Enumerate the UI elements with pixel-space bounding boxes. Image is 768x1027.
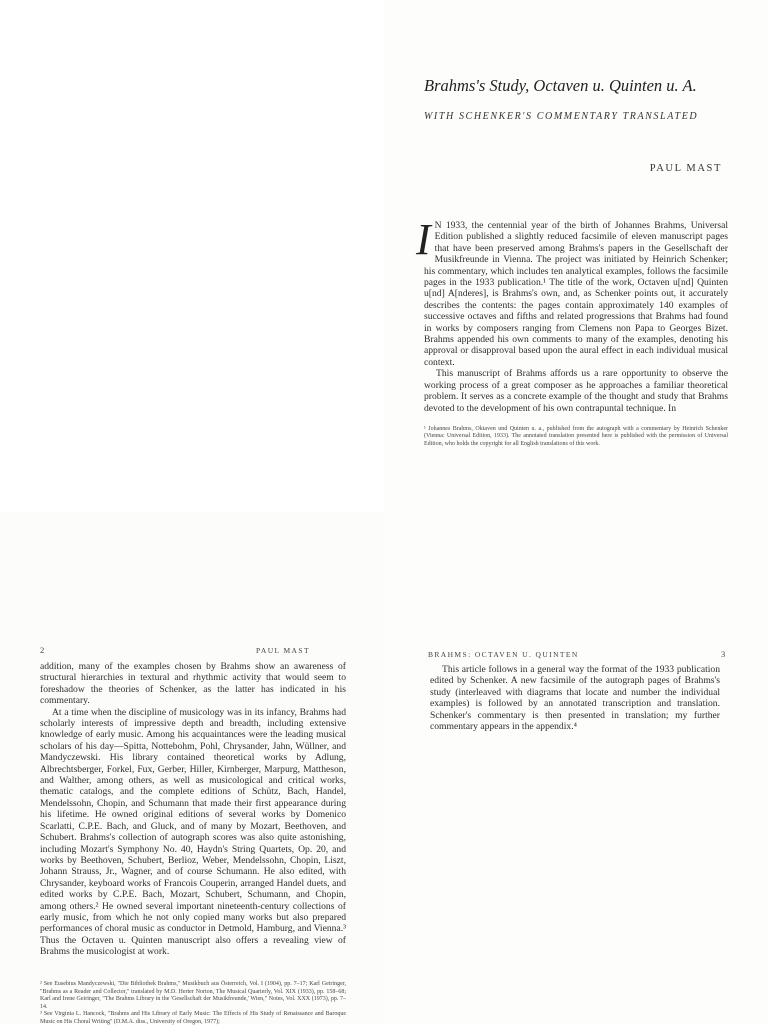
footnote-2: ² See Eusebius Mandyczewski, "Die Bibliothek Brahms," Musikbuch aus Österreich, Vol. I (1904), pp. 7–17; Karl Geiringer, "Brahms as a Reader and Collector," translated by M.D. Herter Norton, The Musical Quarterly, Vol. XIX (1933), pp. 158–68; Karl and Irene Geiringer, "The Brahms Library in the 'Gesellschaft der Musikfreunde,' Wien," Notes, Vol. XXX (1973), pp. 7–14. — [40, 981, 346, 1010]
intro-text — [416, 215, 728, 414]
intro-paragraph-2: This manuscript of Brahms affords us a rare opportunity to observe the working process of a great composer as he approaches a familiar theoretical problem. It serves as a concrete example of the thought and study that Brahms devoted to the development of his own contrapuntal technique. In — [424, 368, 728, 414]
page-2-text — [40, 661, 346, 958]
page-number-3: 3 — [721, 649, 726, 659]
page-3 — [384, 512, 768, 1024]
page-3-text — [430, 664, 720, 732]
page-number-2: 2 — [40, 645, 45, 655]
article-title: Brahms's Study, Octaven u. Quinten u. A. — [424, 76, 697, 95]
footnote-3: ³ See Virginia L. Hancock, "Brahms and His Library of Early Music: The Effects of His Study of Renaissance and Baroque Music on His Choral Writing" (D.M.A. diss., University of Oregon, 1977); — [40, 1011, 346, 1025]
page-2-paragraph-1: addition, many of the examples chosen by Brahms show an awareness of structural hierarchies in textural and rhythmic activity that would seem to foreshadow the theories of Schenker, as the latter has indicated in his commentary. — [40, 661, 346, 707]
page-2-paragraph-2: At a time when the discipline of musicology was in its infancy, Brahms had scholarly interests of impressive depth and breadth, including extensive knowledge of early music. Among his acquaintances were the leading musical scholars of his day—Spitta, Nottebohm, Pohl, Chrysander, Jahn, Wüllner, and Mandyczewski. His library contained theoretical works by Adlung, Albrechtsberger, Forkel, Fux, Gerber, Hiller, Kirnberger, Marpurg, Mattheson, and Walther, among others, as well as musicological and critical works, thematic catalogs, and the complete editions of Schütz, Bach, Handel, Mendelssohn, Chopin, and Schumann that made their first appearance during his lifetime. He owned original editions of several works by Domenico Scarlatti, C.P.E. Bach, and Gluck, and of many by Mozart, Beethoven, and Schubert. Brahms's collection of autograph scores was also quite astonishing, including Mozart's Symphony No. 40, Haydn's String Quartets, Op. 20, and works by Beethoven, Schubert, Berlioz, Weber, Mendelssohn, Chopin, Liszt, Johann Strauss, Jr., Wagner, and of course Schumann. He also edited, with Chrysander, keyboard works of Francois Couperin, arranged Handel duets, and edited works by C.P.E. Bach, Mozart, Schubert, Schumann, and Chopin, among others.² He owned several important nineteenth-century collections of early music, from which he not only copied many works but also prepared performances of choral music as conductor in Detmold, Hamburg, and Vienna.³ Thus the Octaven u. Quinten manuscript also offers a revealing view of Brahms the musicologist at work. — [40, 706, 346, 958]
intro-paragraph-1 — [416, 215, 728, 368]
article-author: PAUL MAST — [649, 163, 722, 174]
page-3-paragraph-1: This article follows in a general way the format of the 1933 publication edited by Schenker. A new facsimile of the autograph pages of Brahms's study (interleaved with diagrams that locate and number the individual examples) is followed by an annotated transcription and translation. Schenker's commentary is then presented in translation; my further commentary appears in the appendix.⁴ — [430, 664, 720, 733]
footnote-1: ¹ Johannes Brahms, Oktaven und Quinten u. a., published from the autograph with a commentary by Heinrich Schenker (Vienna: Universal Edition, 1933). The annotated translation presented here is published with the permission of Universal Edition, who holds the copyright for all English translations of this work. — [424, 426, 728, 447]
drop-cap: I — [416, 215, 431, 264]
article-subtitle: WITH SCHENKER'S COMMENTARY TRANSLATED — [424, 111, 699, 122]
intro-paragraph-1-text: N 1933, the centennial year of the birth of Johannes Brahms, Universal Edition published a slightly reduced facsimile of eleven manuscript pages that have been preserved among Brahms's papers in the Gesellschaft der Musikfreunde in Vienna. The project was initiated by Heinrich Schenker; his commentary, which includes ten analytical examples, follows the facsimile pages in the 1933 publication.¹ The title of the work, Octaven u[nd] Quinten u[nd] A[nderes], is Brahms's own, and, as Schenker points out, it accurately describes the contents: the pages contain approximately 140 examples of successive octaves and fifths and related progressions that Brahms had found in works by composers ranging from Clemens non Papa to Georges Bizet. Brahms appended his own comments to many of the examples, denoting his approval or disapproval based upon the aural effect in each individual musical context. — [424, 220, 728, 368]
page-2-footnotes — [40, 981, 346, 1027]
blank-page-area — [0, 0, 384, 512]
running-head-left: PAUL MAST — [256, 646, 310, 655]
running-head-right: BRAHMS: OCTAVEN U. QUINTEN — [428, 650, 579, 659]
